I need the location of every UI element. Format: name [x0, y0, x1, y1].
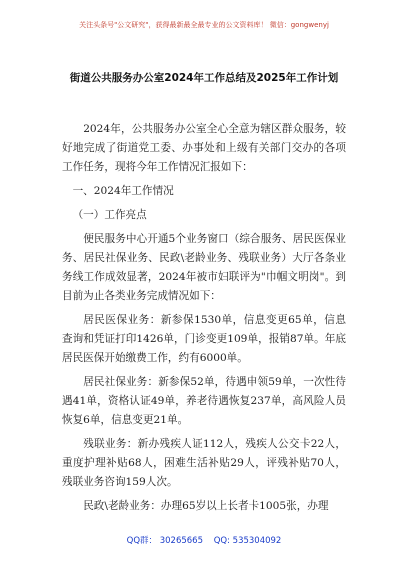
subsection-heading: （一）工作亮点: [72, 209, 147, 221]
header-banner: [0, 20, 408, 30]
document-body: [62, 120, 346, 521]
disability-paragraph: 残联业务：新办残疾人证112人，残疾人公交卡22人，重度护理补贴68人，困难生活补贴29人，评残补贴70人，残联业务咨询159人次。: [62, 438, 346, 488]
footer-qq-number: QQ: 535304092: [213, 536, 282, 546]
section-heading: 一、2024年工作情况: [72, 185, 174, 197]
civil-affairs-paragraph: 民政\老龄业务：办理65岁以上长者卡1005张，办理: [83, 500, 329, 512]
social-insurance-paragraph: 居民社保业务：新参保52单，待遇申领59单，一次性待遇41单，资格认证49单，养老待遇恢复237单，高风险人员恢复6单，信息变更21单。: [62, 376, 346, 426]
footer-qq-group: QQ群： 30265665: [126, 536, 204, 546]
medical-insurance-paragraph: 居民医保业务：新参保1530单，信息变更65单，信息查询和凭证打印1426单，门诊变更109单，报销87单。年底居民医保开始缴费工作，约有6000单。: [62, 314, 346, 364]
footer-bar: [0, 535, 408, 547]
header-banner-text: 关注头条号"公文研究"，获得最新最全最专业的公文资料库！ 微信：gongwenyj: [79, 21, 329, 29]
intro-paragraph: 2024年，公共服务办公室全心全意为辖区群众服务，较好地完成了街道党工委、办事处和上级有关部门交办的各项工作任务，现将今年工作情况汇报如下：: [62, 123, 346, 173]
service-center-paragraph: 便民服务中心开通5个业务窗口（综合服务、居民医保业务、居民社保业务、民政\老龄业务、残联业务）大厅各条业务线工作成效显著，2024年被市妇联评为"巾帼文明岗"。到目前为止各类业务完成情况如下：: [62, 233, 346, 302]
document-title: 街道公共服务办公室2024年工作总结及2025年工作计划: [69, 72, 339, 84]
